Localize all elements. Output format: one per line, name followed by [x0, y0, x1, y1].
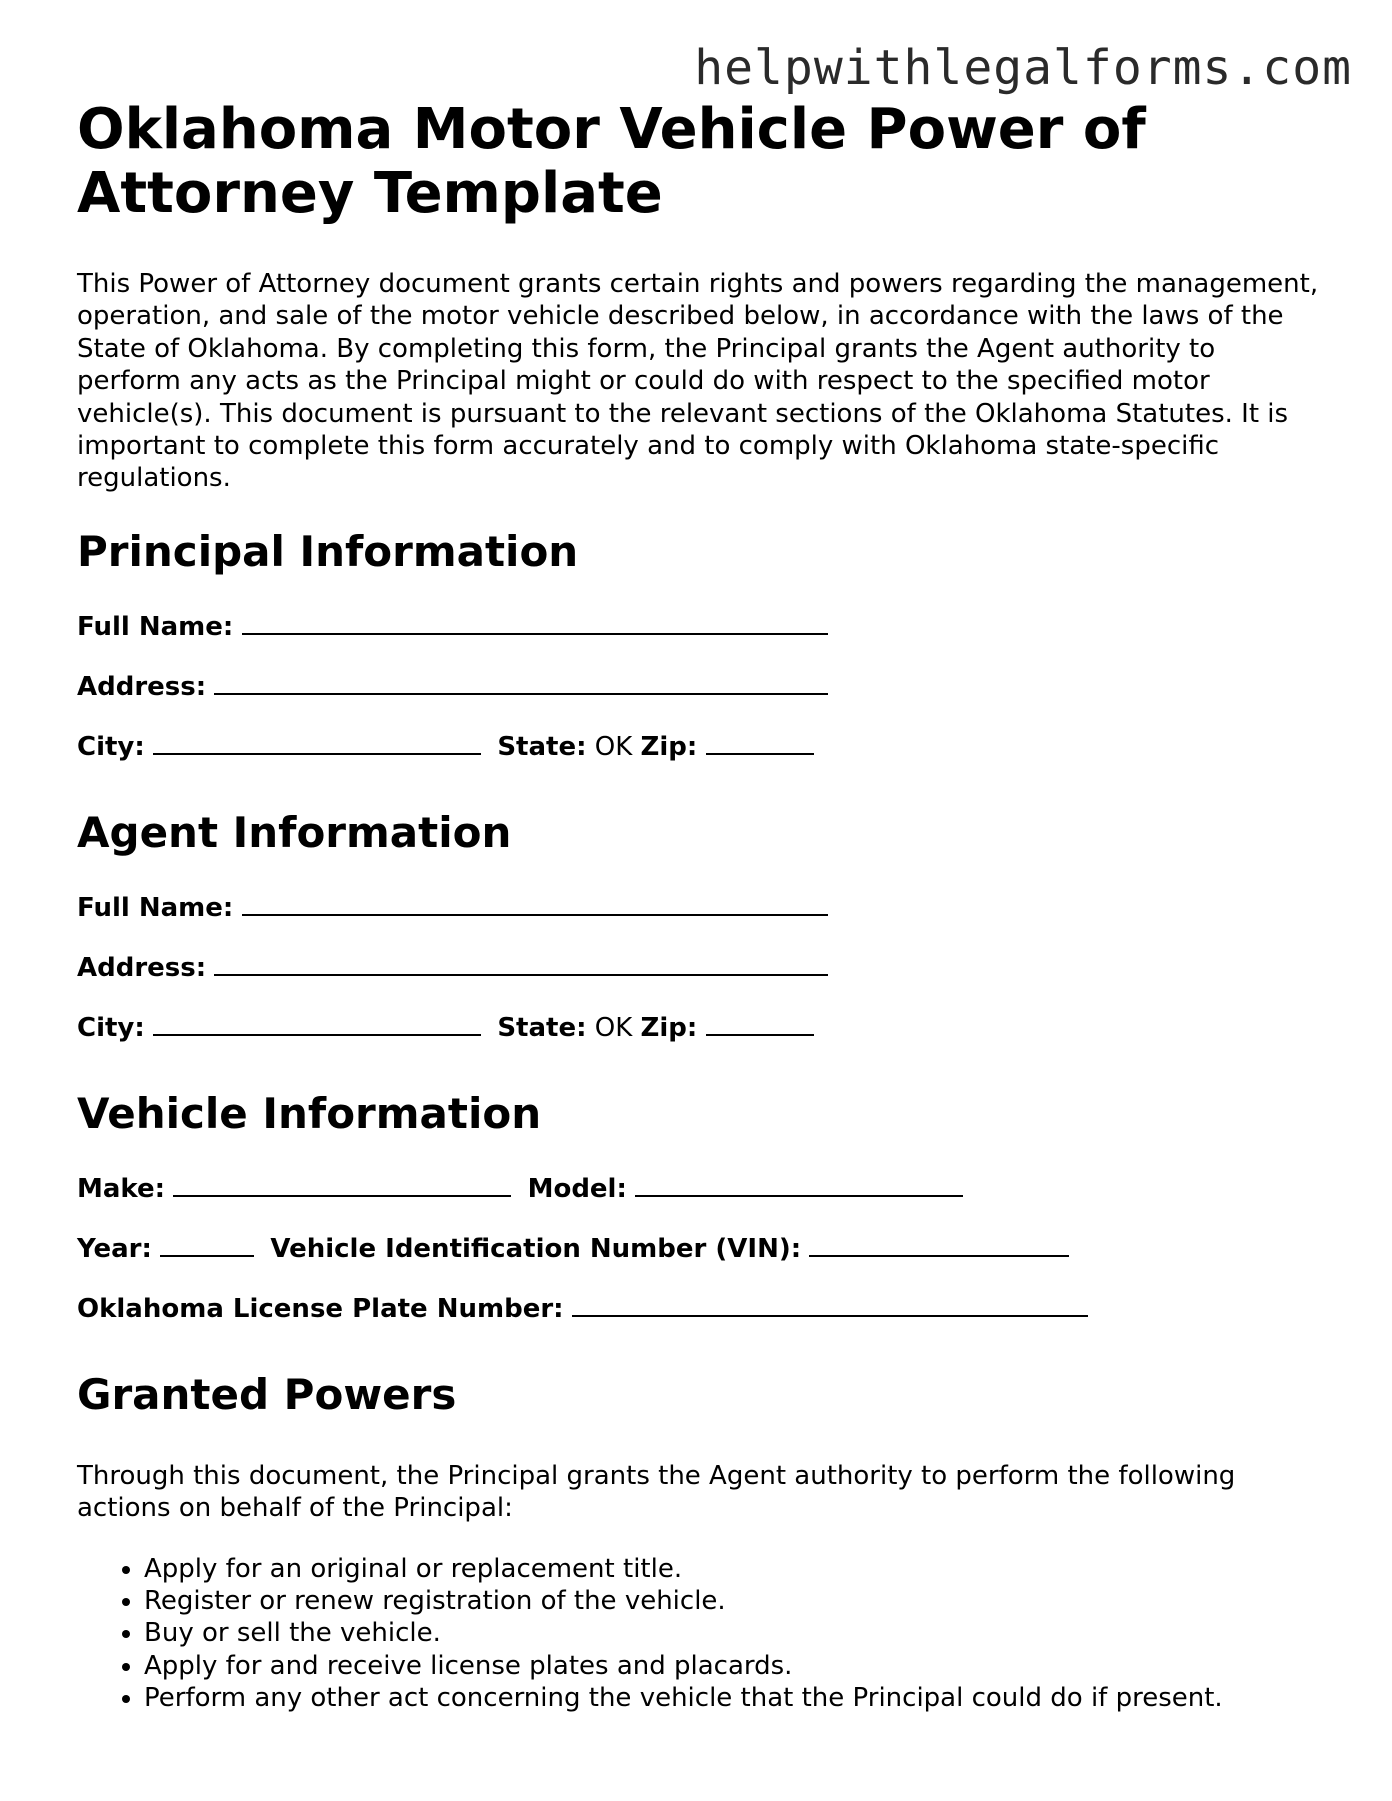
principal-address-field[interactable]: [214, 671, 828, 695]
principal-city-field[interactable]: [153, 731, 481, 755]
powers-list: [77, 1553, 1327, 1715]
agent-full-name-field[interactable]: [242, 892, 828, 916]
agent-city-label: City:: [77, 1012, 145, 1043]
principal-address-row: [77, 657, 1327, 717]
vehicle-plate-label: Oklahoma License Plate Number:: [77, 1293, 564, 1324]
agent-city-field[interactable]: [153, 1012, 481, 1036]
principal-city-label: City:: [77, 731, 145, 762]
list-item: • Register or renew registration of the vehicle.: [144, 1585, 1327, 1617]
vehicle-vin-label: Vehicle Identification Number (VIN):: [270, 1233, 802, 1264]
vehicle-plate-row: [77, 1279, 1327, 1339]
list-item: • Buy or sell the vehicle.: [144, 1617, 1327, 1649]
agent-zip-label: Zip:: [640, 1012, 698, 1043]
agent-state-value: OK: [594, 1012, 633, 1043]
agent-full-name-label: Full Name:: [77, 892, 234, 923]
principal-full-name-field[interactable]: [242, 611, 828, 635]
powers-intro: Through this document, the Principal grants the Agent authority to perform the following actions on behalf of the Principal:: [77, 1460, 1236, 1524]
list-item: • Apply for and receive license plates and placards.: [144, 1650, 1327, 1682]
vehicle-make-label: Make:: [77, 1173, 166, 1204]
intro-paragraph: This Power of Attorney document grants certain rights and powers regarding the management, operation, and sale of the motor vehicle described below, in accordance with the laws of the State of Oklahoma. By completing this form, the Principal grants the Agent authority to perform any acts as the Principal might or could do with respect to the specified motor vehicle(s). This document is pursuant to the relevant sections of the Oklahoma Statutes. It is important to complete this form accurately and to comply with Oklahoma state-specific regulations.: [77, 269, 1319, 494]
vehicle-model-label: Model:: [527, 1173, 627, 1204]
agent-heading: Agent Information: [77, 807, 512, 857]
principal-heading: Principal Information: [77, 526, 579, 576]
principal-state-value: OK: [594, 731, 633, 762]
agent-address-row: [77, 938, 1327, 998]
list-item: • Apply for an original or replacement title.: [144, 1553, 1327, 1585]
powers-heading: Granted Powers: [77, 1369, 457, 1419]
vehicle-year-vin-row: [77, 1219, 1327, 1279]
vehicle-year-field[interactable]: [160, 1233, 254, 1257]
agent-state-label: State:: [497, 1012, 587, 1043]
principal-full-name-row: [77, 597, 1327, 657]
vehicle-heading: Vehicle Information: [77, 1088, 542, 1138]
vehicle-fields: [77, 1159, 1327, 1339]
site-watermark: helpwithlegalforms.com: [694, 40, 1352, 96]
document-content: [77, 98, 1327, 1715]
agent-zip-field[interactable]: [706, 1012, 814, 1036]
page-title: Oklahoma Motor Vehicle Power of Attorney Template: [77, 97, 1146, 226]
vehicle-year-label: Year:: [77, 1233, 152, 1264]
vehicle-make-field[interactable]: [173, 1173, 511, 1197]
agent-full-name-row: [77, 878, 1327, 938]
agent-address-field[interactable]: [214, 952, 828, 976]
principal-zip-field[interactable]: [706, 731, 814, 755]
vehicle-model-field[interactable]: [635, 1173, 963, 1197]
vehicle-plate-field[interactable]: [572, 1293, 1088, 1317]
agent-address-label: Address:: [77, 952, 207, 983]
principal-city-row: [77, 717, 1327, 777]
agent-fields: [77, 878, 1327, 1058]
vehicle-vin-field[interactable]: [809, 1233, 1069, 1257]
principal-address-label: Address:: [77, 671, 207, 702]
agent-city-row: [77, 998, 1327, 1058]
principal-zip-label: Zip:: [640, 731, 698, 762]
list-item: • Perform any other act concerning the vehicle that the Principal could do if present.: [144, 1682, 1327, 1714]
vehicle-make-model-row: [77, 1159, 1327, 1219]
principal-full-name-label: Full Name:: [77, 611, 234, 642]
principal-fields: [77, 597, 1327, 777]
principal-state-label: State:: [497, 731, 587, 762]
